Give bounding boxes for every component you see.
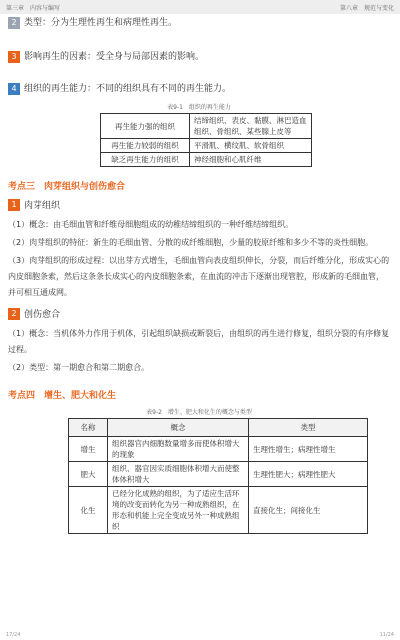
paragraph: （2）类型：第一期愈合和第二期愈合。 [8,363,150,372]
item-text: 类型：分为生理性再生和病理性再生。 [24,18,178,28]
table-cell: 再生能力强的组织 [101,114,190,139]
bottom-bar [0,630,400,640]
table-header: 类型 [249,419,368,437]
hyperplasia-table [68,418,368,534]
table-header: 名称 [69,419,108,437]
page-indicator-left: 17/24 [6,632,21,638]
header-right: 第八章 规范与变化 [339,4,394,12]
table-cell: 生理性增生；病理性增生 [249,437,368,462]
table-header-row [69,419,368,437]
table-row [101,153,312,167]
table-cell: 组织、器官因实质细胞体积增大而使整体体积增大 [108,462,249,487]
item-row [8,82,390,96]
paragraph: （2）肉芽组织的特征：新生的毛细血管、分散的成纤维细胞，少量的胶原纤维和多少不等的炎性细胞。 [8,238,374,247]
subsection-title: 创伤愈合 [24,310,61,320]
item-text: 组织的再生能力：不同的组织具有不同的再生能力。 [24,84,232,94]
top-bar [0,0,400,14]
table-cell: 平滑肌、横纹肌、软骨组织 [190,139,312,153]
table-cell: 直接化生；间接化生 [249,487,368,534]
table-row [101,114,312,139]
page-content [0,14,400,534]
paragraph: （3）肉芽组织的形成过程：以出芽方式增生，毛细血管向表皮组织伸长，分裂，而后纤维分化，形成实心的内皮细胞条索，然后这条条长成实心的内皮细胞条索，在血流的冲击下逐渐出现管腔，形成新的毛细血管，并可相互通成网。 [8,256,390,297]
table-cell: 再生能力较弱的组织 [101,139,190,153]
table-row [69,437,368,462]
item-row [8,50,390,64]
table-cell: 化生 [69,487,108,534]
table-row [101,139,312,153]
item-number-badge: 4 [8,83,20,95]
subsection-number-badge: 1 [8,199,20,211]
table-cell: 增生 [69,437,108,462]
section-title: 考点三 肉芽组织与创伤愈合 [8,182,126,192]
section-title: 考点四 增生、肥大和化生 [8,391,117,401]
table-cell: 结缔组织、表皮、黏膜、淋巴造血组织、骨组织、某些腺上皮等 [190,114,312,139]
table-cell: 缺乏再生能力的组织 [101,153,190,167]
page-indicator-right: 11/24 [379,632,394,638]
table-caption: 表9-1 组织的再生能力 [167,104,231,111]
table-cell: 组织器官内细胞数量增多而使体积增大的现象 [108,437,249,462]
item-row [8,16,390,30]
subsection-title: 肉芽组织 [24,201,61,211]
paragraph: （1）概念：由毛细血管和纤维母细胞组成的幼稚结缔组织的一种纤维结缔组织。 [8,220,294,229]
table-row [69,487,368,534]
table-caption: 表9-2 增生、肥大和化生的概念与类型 [146,409,252,416]
table-cell: 肥大 [69,462,108,487]
table-row [69,462,368,487]
table-cell: 生理性肥大；病理性肥大 [249,462,368,487]
header-left: 第三章 内容与编写 [6,4,61,12]
item-number-badge: 3 [8,51,20,63]
subsection-heading [8,307,390,320]
item-number-badge: 2 [8,17,20,29]
paragraph: （1）概念：当机体外力作用于机体，引起组织缺损或断裂后，由组织的再生进行修复，组织分裂的有序修复过程。 [8,329,390,354]
table-header: 概念 [108,419,249,437]
regeneration-table [100,113,312,167]
subsection-number-badge: 2 [8,308,20,320]
table-cell: 已经分化成熟的组织，为了适应生活环境的改变而转化为另一种成熟组织，在形态和机能上完全变成另外一种成熟组织 [108,487,249,534]
table-cell: 神经细胞和心肌纤维 [190,153,312,167]
subsection-heading [8,198,390,211]
item-text: 影响再生的因素：受全身与局部因素的影响。 [24,52,205,62]
